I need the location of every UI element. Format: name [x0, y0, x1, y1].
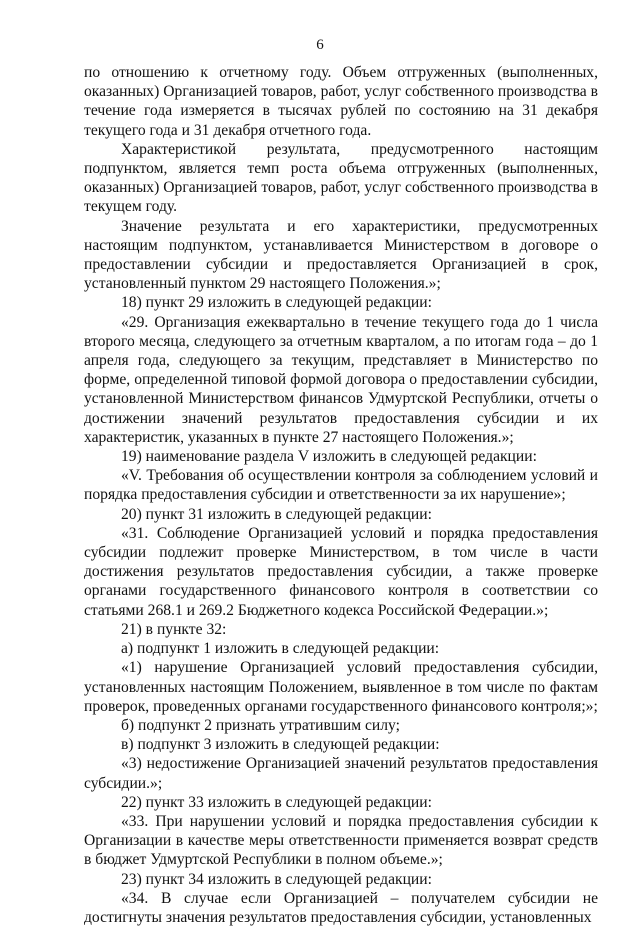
paragraph: а) подпункт 1 изложить в следующей редакции: [121, 640, 440, 658]
paragraph: «31. Соблюдение Организацией условий и порядка предоставления субсидии подлежит проверке Министерством, в том числе в части достижения результатов предоставления субсидии, а также проверке органами государственного финансового контроля в соответствии со статьями 268.1 и 269.2 Бюджетного кодекса Российской Федерации.»; [84, 524, 598, 619]
paragraph: «1) нарушение Организацией условий предоставления субсидии, установленных настоящим Положением, выявленное в том числе по фактам проверок, проведенных органами государственного финансового контроля;»; [84, 659, 598, 715]
paragraph: 19) наименование раздела V изложить в следующей редакции: [121, 448, 537, 466]
document-body [84, 63, 598, 927]
paragraph: в) подпункт 3 изложить в следующей редакции: [121, 736, 440, 754]
paragraph: 20) пункт 31 изложить в следующей редакции: [121, 505, 432, 523]
paragraph: «34. В случае если Организацией – получателем субсидии не достигнуты значения результатов предоставления субсидии, установленных [84, 889, 598, 926]
paragraph: «V. Требования об осуществлении контроля за соблюдением условий и порядка предоставления субсидии и ответственности за их нарушение»; [84, 467, 598, 504]
page-number: 6 [316, 37, 324, 53]
paragraph: 21) в пункте 32: [121, 620, 227, 638]
paragraph: «3) недостижение Организацией значений результатов предоставления субсидии.»; [84, 755, 598, 792]
paragraph: 18) пункт 29 изложить в следующей редакции: [121, 294, 432, 312]
paragraph: б) подпункт 2 признать утратившим силу; [121, 716, 400, 734]
paragraph: по отношению к отчетному году. Объем отгруженных (выполненных, оказанных) Организацией товаров, работ, услуг собственного производства в течение года измеряется в тысячах рублей по состоянию на 31 декабря текущего года и 31 декабря отчетного года. [84, 64, 598, 139]
paragraph: «33. При нарушении условий и порядка предоставления субсидии к Организации в качестве меры ответственности применяется возврат средств в бюджет Удмуртской Республики в полном объеме.»; [84, 812, 598, 869]
paragraph: Значение результата и его характеристики, предусмотренных настоящим подпунктом, устанавливается Министерством в договоре о предоставлении субсидии и предоставляется Организацией в срок, установленный пунктом 29 настоящего Положения.»; [84, 217, 598, 293]
paragraph: Характеристикой результата, предусмотренного настоящим подпунктом, является темп роста объема отгруженных (выполненных, оказанных) Организацией товаров, работ, услуг собственного производства в текущем году. [84, 140, 598, 216]
paragraph: «29. Организация ежеквартально в течение текущего года до 1 числа второго месяца, следующего за отчетным кварталом, а по итогам года – до 1 апреля года, следующего за текущим, представляет в Министерство по форме, определенной типовой формой договора о предоставлении субсидии, установленной Министерством финансов Удмуртской Республики, отчеты о достижении значений результатов предоставления субсидии и их характеристик, указанных в пункте 27 настоящего Положения.»; [84, 313, 598, 446]
paragraph: 23) пункт 34 изложить в следующей редакции: [121, 870, 432, 888]
paragraph: 22) пункт 33 изложить в следующей редакции: [121, 793, 432, 811]
